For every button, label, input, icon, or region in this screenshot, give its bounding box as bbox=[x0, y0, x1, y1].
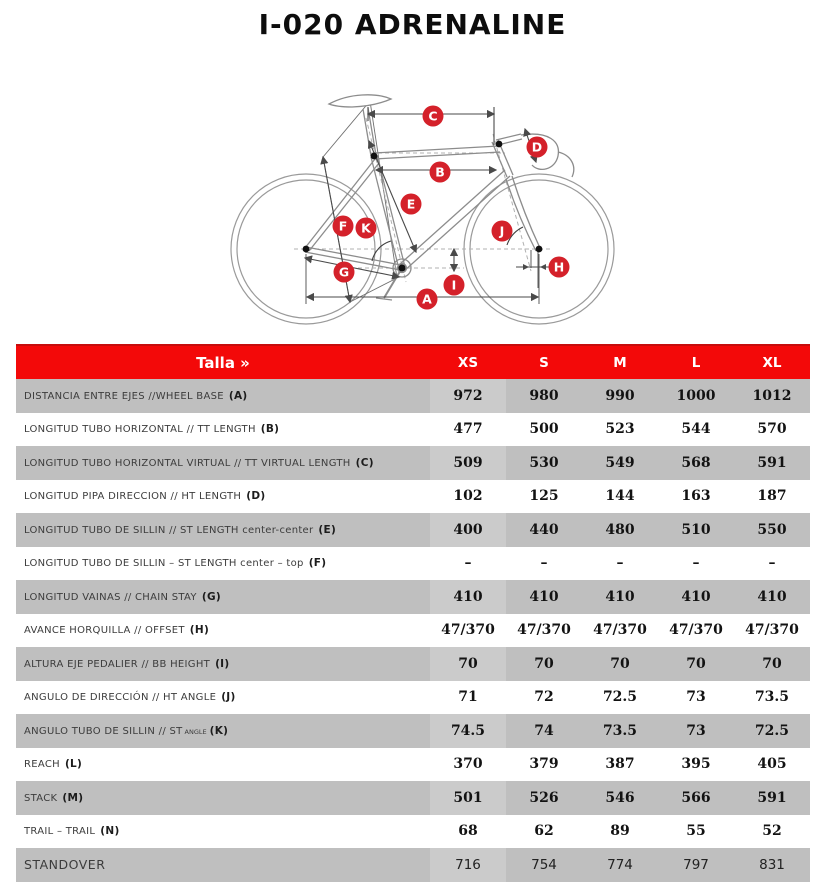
table-row bbox=[16, 547, 810, 581]
cell-value: 68 bbox=[458, 823, 478, 840]
svg-text:J: J bbox=[499, 223, 505, 239]
cell-value: 70 bbox=[658, 647, 734, 681]
cell-value: – bbox=[616, 555, 624, 572]
page-title: I-020 ADRENALINE bbox=[258, 8, 567, 41]
cell-value: 530 bbox=[506, 446, 582, 480]
cell-value: 405 bbox=[757, 756, 787, 773]
cell-value: 73.5 bbox=[754, 689, 790, 706]
badge-I bbox=[444, 275, 465, 296]
column-s: S bbox=[506, 345, 582, 379]
brake-lever bbox=[558, 152, 574, 177]
badge-E bbox=[401, 194, 422, 215]
row-label: ALTURA EJE PEDALIER // BB HEIGHT (I) bbox=[16, 647, 430, 681]
cell-value: 144 bbox=[605, 488, 635, 505]
table-row bbox=[16, 413, 810, 447]
badge-C bbox=[423, 106, 444, 127]
svg-text:B: B bbox=[435, 164, 445, 180]
cell-value: 89 bbox=[610, 823, 630, 840]
svg-text:I: I bbox=[451, 277, 457, 293]
offset-arrow-left bbox=[523, 264, 529, 270]
table-row bbox=[16, 513, 810, 547]
cell-value: 477 bbox=[453, 421, 483, 438]
table-row bbox=[16, 580, 810, 614]
badge-F bbox=[333, 216, 354, 237]
cell-value: 74.5 bbox=[430, 714, 506, 748]
cell-value: 71 bbox=[458, 689, 478, 706]
svg-text:G: G bbox=[338, 264, 350, 280]
badge-A bbox=[417, 289, 438, 310]
cell-value: 379 bbox=[529, 756, 559, 773]
cell-value: 526 bbox=[506, 781, 582, 815]
svg-text:A: A bbox=[422, 291, 432, 307]
cell-value: 831 bbox=[734, 848, 810, 882]
cell-value: 754 bbox=[506, 848, 582, 882]
cell-value: 62 bbox=[534, 823, 554, 840]
cell-value: 410 bbox=[582, 580, 658, 614]
cell-value: 387 bbox=[605, 756, 635, 773]
cell-value: 47/370 bbox=[745, 622, 799, 639]
cell-value: 566 bbox=[658, 781, 734, 815]
cell-value: 990 bbox=[582, 379, 658, 413]
cell-value: – bbox=[768, 555, 776, 572]
table-row bbox=[16, 446, 810, 480]
cell-value: 568 bbox=[658, 446, 734, 480]
cell-value: 716 bbox=[430, 848, 506, 882]
cell-value: 47/370 bbox=[517, 622, 571, 639]
cell-value: 102 bbox=[453, 488, 483, 505]
cell-value: 523 bbox=[605, 421, 635, 438]
cell-value: 774 bbox=[582, 848, 658, 882]
cell-value: 70 bbox=[506, 647, 582, 681]
cell-value: 410 bbox=[658, 580, 734, 614]
row-label: TRAIL – TRAIL (N) bbox=[24, 825, 120, 838]
cell-value: 72 bbox=[534, 689, 554, 706]
cell-value: 395 bbox=[681, 756, 711, 773]
column-l: L bbox=[658, 345, 734, 379]
cell-value: 980 bbox=[506, 379, 582, 413]
svg-text:K: K bbox=[361, 220, 371, 236]
svg-text:H: H bbox=[553, 259, 565, 275]
cell-value: 73 bbox=[658, 714, 734, 748]
badge-G bbox=[334, 262, 355, 283]
row-label: STANDOVER bbox=[16, 848, 430, 882]
cell-value: 400 bbox=[430, 513, 506, 547]
table-row bbox=[16, 681, 810, 715]
cell-value: 370 bbox=[453, 756, 483, 773]
cell-value: 73 bbox=[686, 689, 706, 706]
row-label: LONGITUD VAINAS // CHAIN STAY (G) bbox=[16, 580, 430, 614]
row-label: DISTANCIA ENTRE EJES //WHEEL BASE (A) bbox=[16, 379, 430, 413]
table-row bbox=[16, 815, 810, 849]
badge-D bbox=[527, 137, 548, 158]
badge-K bbox=[356, 218, 377, 239]
row-label: REACH (L) bbox=[24, 758, 83, 771]
svg-text:F: F bbox=[338, 218, 348, 234]
cell-value: 52 bbox=[762, 823, 782, 840]
cell-value: 70 bbox=[582, 647, 658, 681]
row-label: LONGITUD TUBO HORIZONTAL // TT LENGTH (B) bbox=[24, 423, 280, 436]
cell-value: 546 bbox=[582, 781, 658, 815]
row-label: STACK (M) bbox=[16, 781, 430, 815]
cell-value: 591 bbox=[734, 781, 810, 815]
column-xs: XS bbox=[430, 345, 506, 379]
offset-arrow-right bbox=[540, 264, 546, 270]
svg-text:E: E bbox=[406, 196, 416, 212]
table-row bbox=[16, 714, 810, 748]
cell-value: 55 bbox=[686, 823, 706, 840]
cell-value: 125 bbox=[529, 488, 559, 505]
cell-value: 47/370 bbox=[593, 622, 647, 639]
cell-value: 570 bbox=[757, 421, 787, 438]
cell-value: 550 bbox=[734, 513, 810, 547]
cell-value: 797 bbox=[658, 848, 734, 882]
row-label: LONGITUD TUBO DE SILLIN // ST LENGTH center-center (E) bbox=[16, 513, 430, 547]
row-label: LONGITUD PIPA DIRECCION // HT LENGTH (D) bbox=[24, 490, 266, 503]
cell-value: 410 bbox=[430, 580, 506, 614]
cell-value: – bbox=[464, 555, 472, 572]
cell-value: 509 bbox=[430, 446, 506, 480]
cell-value: 74 bbox=[506, 714, 582, 748]
table-row bbox=[16, 379, 810, 413]
table-row bbox=[16, 781, 810, 815]
row-label: LONGITUD TUBO HORIZONTAL VIRTUAL // TT VIRTUAL LENGTH (C) bbox=[16, 446, 430, 480]
cell-value: 47/370 bbox=[441, 622, 495, 639]
column-m: M bbox=[582, 345, 658, 379]
cell-value: 501 bbox=[430, 781, 506, 815]
table-row bbox=[16, 748, 810, 782]
cell-value: 410 bbox=[734, 580, 810, 614]
cell-value: 544 bbox=[681, 421, 711, 438]
cell-value: 510 bbox=[658, 513, 734, 547]
cell-value: 440 bbox=[506, 513, 582, 547]
table-row-standover bbox=[16, 848, 810, 882]
cell-value: 549 bbox=[582, 446, 658, 480]
geometry-table bbox=[16, 344, 810, 882]
cell-value: 972 bbox=[430, 379, 506, 413]
cell-value: – bbox=[540, 555, 548, 572]
cell-value: 73.5 bbox=[582, 714, 658, 748]
cell-value: 1012 bbox=[734, 379, 810, 413]
cell-value: 410 bbox=[506, 580, 582, 614]
bike-geometry-diagram bbox=[0, 60, 825, 346]
column-xl: XL bbox=[734, 345, 810, 379]
badge-H bbox=[549, 257, 570, 278]
row-label: ANGULO DE DIRECCIÓN // HT ANGLE (J) bbox=[24, 691, 236, 704]
table-row bbox=[16, 614, 810, 648]
saddle bbox=[329, 95, 391, 107]
cell-value: 72.5 bbox=[734, 714, 810, 748]
cell-value: 70 bbox=[734, 647, 810, 681]
cell-value: 72.5 bbox=[602, 689, 638, 706]
row-label: AVANCE HORQUILLA // OFFSET (H) bbox=[24, 624, 210, 637]
badge-B bbox=[430, 162, 451, 183]
cell-value: 187 bbox=[757, 488, 787, 505]
cell-value: – bbox=[692, 555, 700, 572]
cell-value: 70 bbox=[430, 647, 506, 681]
cell-value: 480 bbox=[582, 513, 658, 547]
cell-value: 1000 bbox=[658, 379, 734, 413]
table-row bbox=[16, 480, 810, 514]
badge-J bbox=[492, 221, 513, 242]
svg-text:D: D bbox=[531, 139, 543, 155]
table-header-row bbox=[16, 345, 810, 379]
row-label: LONGITUD TUBO DE SILLIN – ST LENGTH center – top (F) bbox=[24, 557, 327, 570]
cell-value: 163 bbox=[681, 488, 711, 505]
svg-text:C: C bbox=[428, 108, 438, 124]
cell-value: 47/370 bbox=[669, 622, 723, 639]
table-row bbox=[16, 647, 810, 681]
cell-value: 591 bbox=[734, 446, 810, 480]
row-label: ANGULO TUBO DE SILLIN // ST ANGLE (K) bbox=[16, 714, 430, 748]
cell-value: 500 bbox=[529, 421, 559, 438]
size-header: Talla » bbox=[16, 345, 430, 379]
